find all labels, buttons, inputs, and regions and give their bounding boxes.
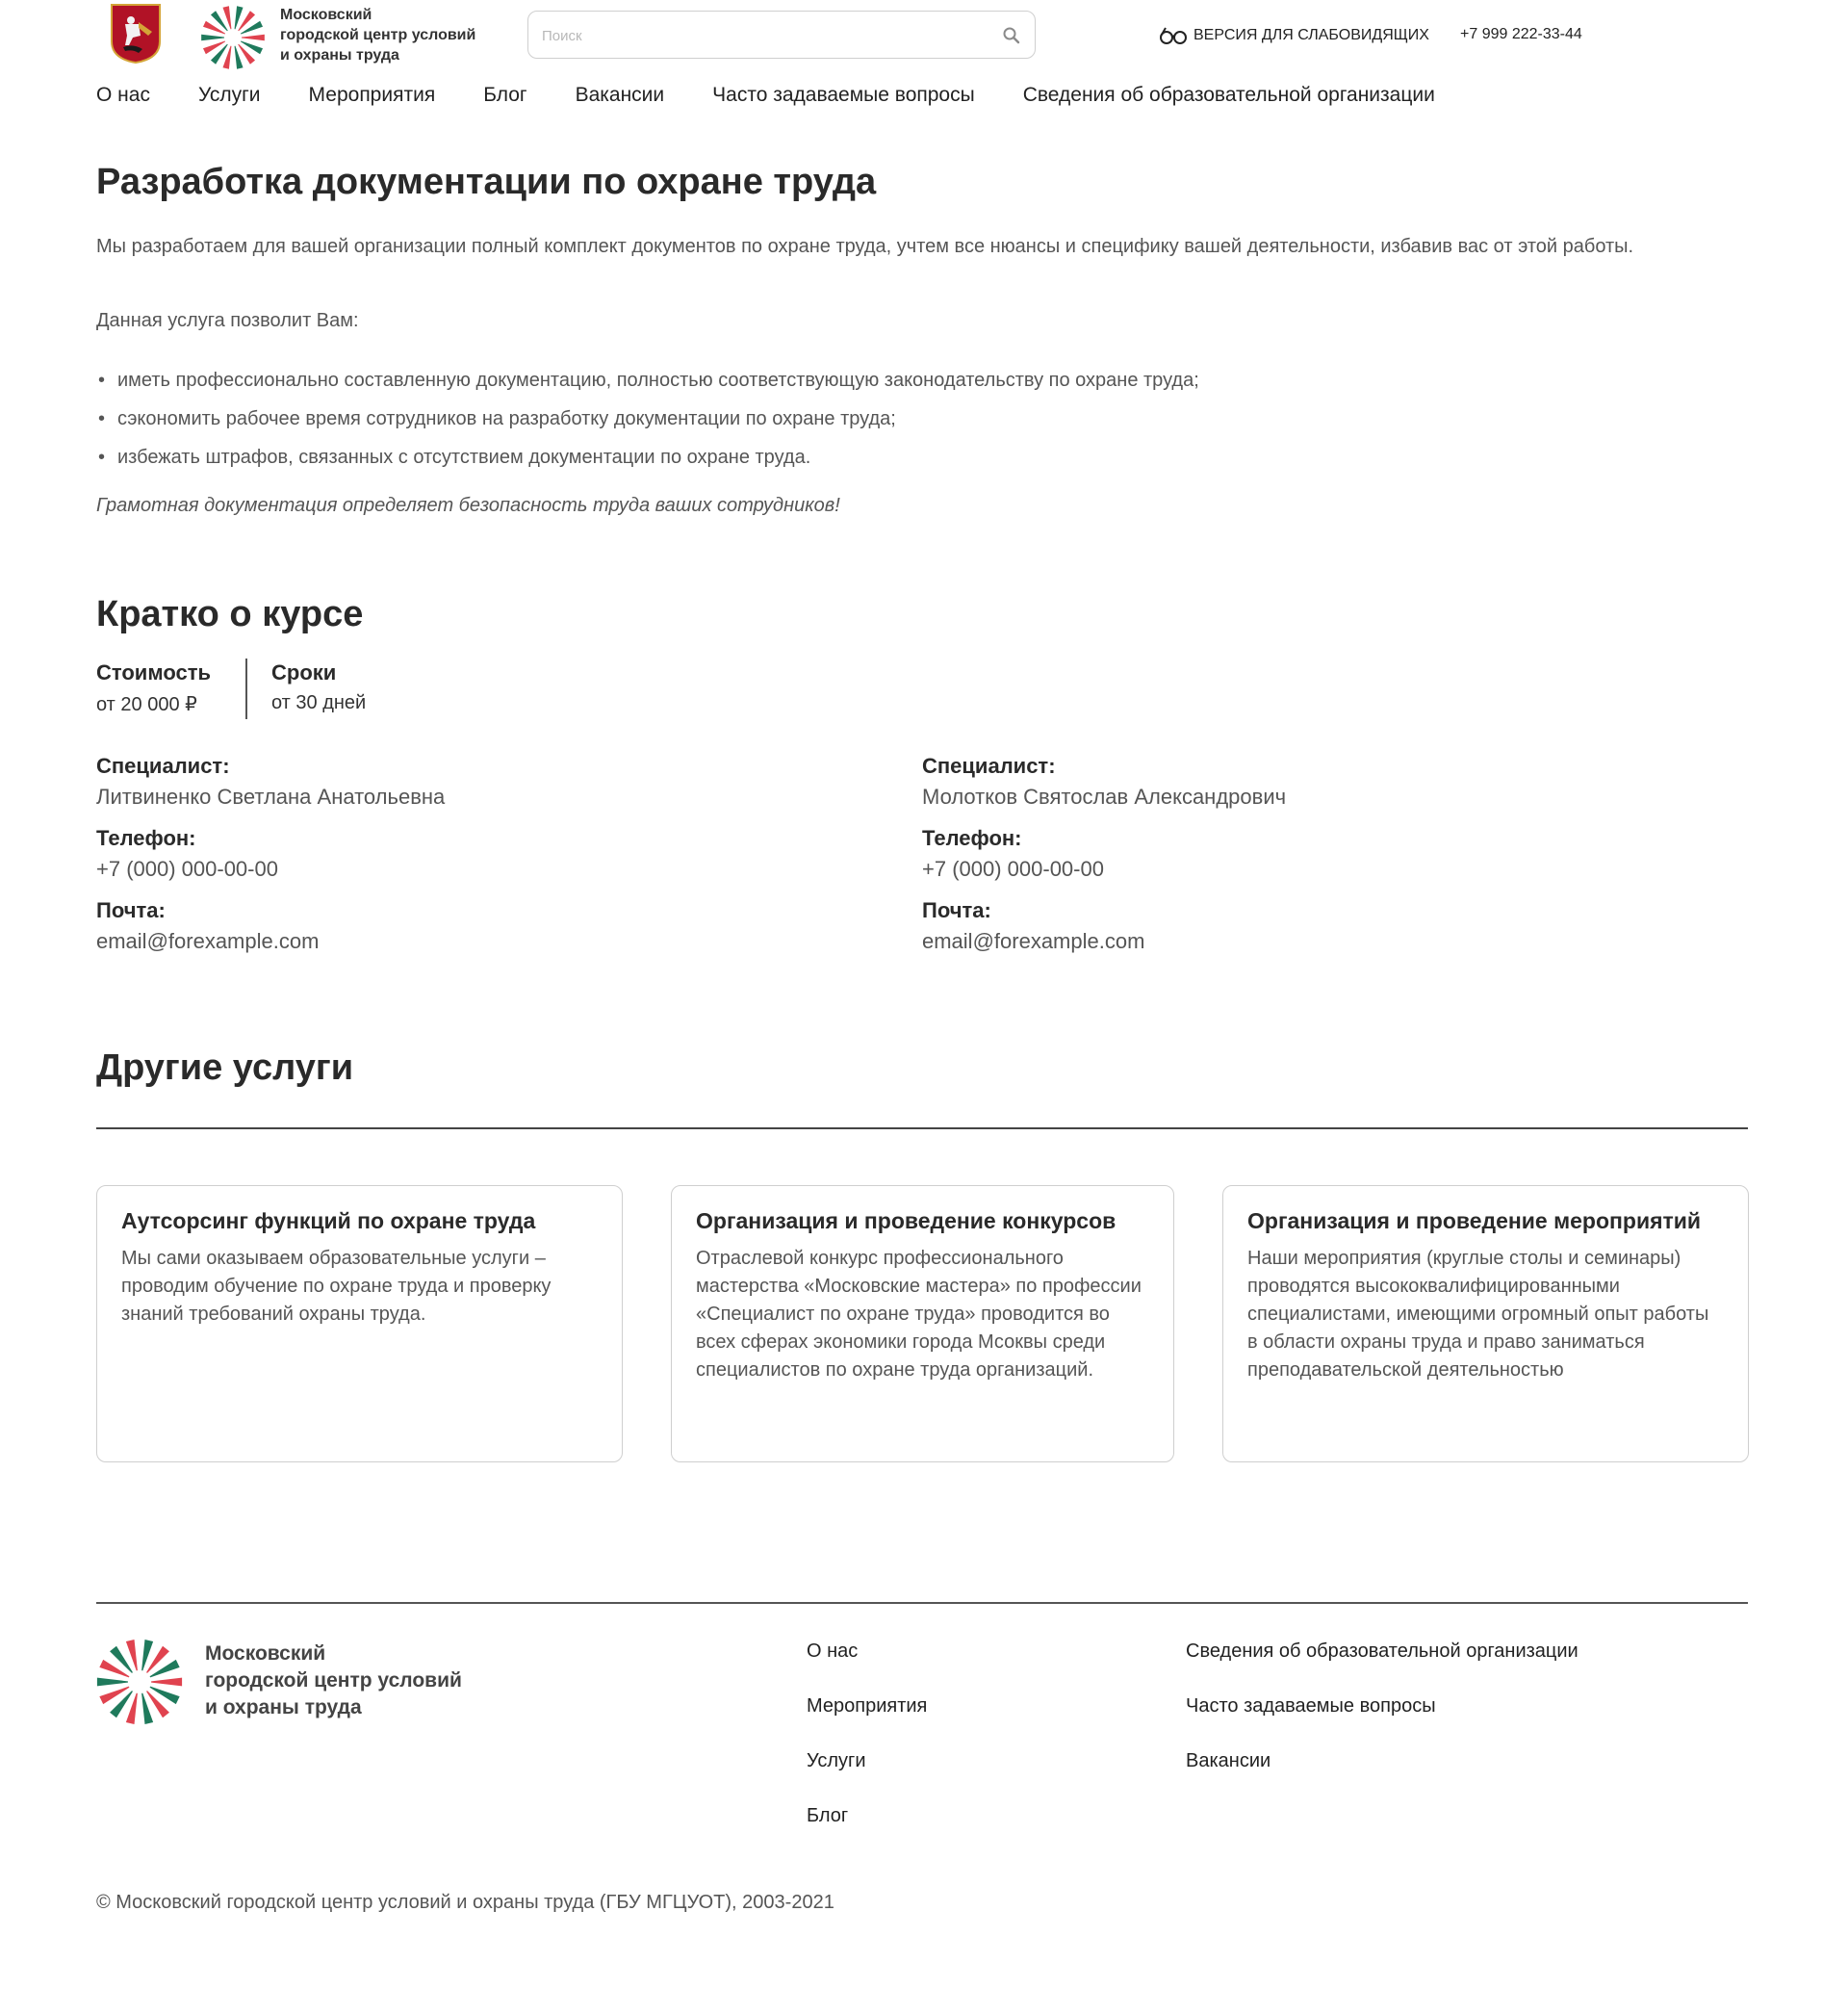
footer-nav-col-1 [807, 1640, 927, 1859]
footer-link-edu-info[interactable]: Сведения об образовательной организации [1186, 1640, 1578, 1662]
term-block [271, 660, 366, 714]
tagline: Грамотная документация определяет безопасность труда ваших сотрудников! [96, 495, 840, 516]
copyright: © Московский городской центр условий и охраны труда (ГБУ МГЦУОТ), 2003-2021 [96, 1892, 834, 1913]
specialist-name: Молотков Святослав Александрович [922, 785, 1287, 809]
footer-link-faq[interactable]: Часто задаваемые вопросы [1186, 1695, 1436, 1717]
glasses-icon [1159, 26, 1188, 45]
footer-link-blog[interactable]: Блог [807, 1805, 849, 1826]
nav-item-faq[interactable]: Часто задаваемые вопросы [712, 84, 975, 106]
footer-logo-icon[interactable] [94, 1637, 185, 1727]
price-block [96, 660, 211, 716]
low-vision-label: ВЕРСИЯ ДЛЯ СЛАБОВИДЯЩИХ [1194, 27, 1429, 43]
specialist-contact-2 [922, 754, 1286, 970]
brand-line: и охраны труда [205, 1696, 362, 1718]
header-phone-link[interactable]: +7 999 222-33-44 [1460, 26, 1582, 42]
email-label: Почта: [922, 898, 991, 922]
service-card-contests[interactable] [671, 1185, 1174, 1462]
lead-text: Данная услуга позволит Вам: [96, 310, 359, 331]
brand-name[interactable] [280, 5, 475, 65]
specialist-email[interactable]: email@forexample.com [96, 929, 320, 953]
moscow-coat-of-arms-icon[interactable] [110, 3, 162, 65]
price-value: от 20 000 ₽ [96, 694, 197, 715]
divider [96, 1127, 1748, 1129]
specialist-label: Специалист: [96, 754, 230, 778]
footer-brand-name[interactable] [205, 1640, 462, 1721]
footer-nav-col-2 [1186, 1640, 1578, 1804]
specialist-email[interactable]: email@forexample.com [922, 929, 1145, 953]
search-icon[interactable] [1002, 26, 1021, 45]
nav-item-services[interactable]: Услуги [197, 84, 261, 106]
nav-item-vacancies[interactable]: Вакансии [575, 84, 665, 106]
card-title: Аутсорсинг функций по охране труда [121, 1208, 536, 1233]
list-item: • сэкономить рабочее время сотрудников на разработку документации по охране труда; [96, 400, 1199, 438]
low-vision-version-link[interactable] [1159, 26, 1429, 45]
list-item: • иметь профессионально составленную документацию, полностью соответствующую законодательству по охране труда; [96, 361, 1199, 400]
list-item: • избежать штрафов, связанных с отсутствием документации по охране труда. [96, 438, 1199, 477]
card-title: Организация и проведение мероприятий [1247, 1208, 1702, 1233]
card-text: Наши мероприятия (круглые столы и семинары) проводятся высококвалифицированными специалистами, имеющими огромный опыт работы в области охраны труда и право заниматься преподавательской деятельностью [1247, 1248, 1709, 1381]
footer-link-services[interactable]: Услуги [807, 1750, 866, 1771]
divider [245, 659, 247, 719]
card-title: Организация и проведение конкурсов [696, 1208, 1116, 1233]
term-value: от 30 дней [271, 692, 367, 713]
main-nav [96, 84, 1483, 107]
nav-item-edu-info[interactable]: Сведения об образовательной организации [1022, 84, 1435, 106]
specialist-phone[interactable]: +7 (000) 000-00-00 [922, 857, 1104, 881]
specialist-phone[interactable]: +7 (000) 000-00-00 [96, 857, 278, 881]
term-label: Сроки [271, 660, 337, 685]
intro-paragraph: Мы разработаем для вашей организации полный комплект документов по охране труда, учтем все нюансы и специфику вашей деятельности, избавив вас от этой работы. [96, 236, 1634, 257]
course-title: Кратко о курсе [96, 594, 364, 634]
search-box [527, 11, 1036, 59]
brand-line: и охраны труда [280, 47, 399, 64]
nav-item-blog[interactable]: Блог [483, 84, 527, 106]
email-label: Почта: [96, 898, 166, 922]
brand-line: Московский [205, 1642, 326, 1665]
brand-line: Московский [280, 7, 372, 23]
card-text: Отраслевой конкурс профессионального мастерства «Московские мастера» по профессии «Специалист по охране труда» проводится во всех сферах экономики города Мсоквы среди специалистов по охране труда организаций. [696, 1248, 1142, 1381]
specialist-label: Специалист: [922, 754, 1056, 778]
search-input[interactable] [540, 23, 987, 48]
mgtsuot-logo-icon[interactable] [199, 4, 267, 71]
brand-line: городской центр условий [205, 1669, 462, 1692]
service-card-events[interactable] [1222, 1185, 1749, 1462]
phone-label: Телефон: [922, 826, 1022, 850]
benefits-list [96, 361, 1199, 477]
brand-line: городской центр условий [280, 27, 476, 43]
phone-label: Телефон: [96, 826, 196, 850]
service-card-outsourcing[interactable] [96, 1185, 623, 1462]
other-services-title: Другие услуги [96, 1047, 354, 1088]
nav-item-events[interactable]: Мероприятия [308, 84, 436, 106]
specialist-contact-1 [96, 754, 445, 970]
specialist-name: Литвиненко Светлана Анатольевна [96, 785, 446, 809]
footer-divider [96, 1602, 1748, 1604]
footer-link-events[interactable]: Мероприятия [807, 1695, 928, 1717]
footer-link-vacancies[interactable]: Вакансии [1186, 1750, 1271, 1771]
nav-item-about[interactable]: О нас [96, 84, 150, 106]
card-text: Мы сами оказываем образовательные услуги – проводим обучение по охране труда и проверку знаний требований охраны труда. [121, 1248, 552, 1325]
page-title: Разработка документации по охране труда [96, 162, 877, 202]
price-label: Стоимость [96, 660, 212, 685]
footer-link-about[interactable]: О нас [807, 1640, 859, 1662]
